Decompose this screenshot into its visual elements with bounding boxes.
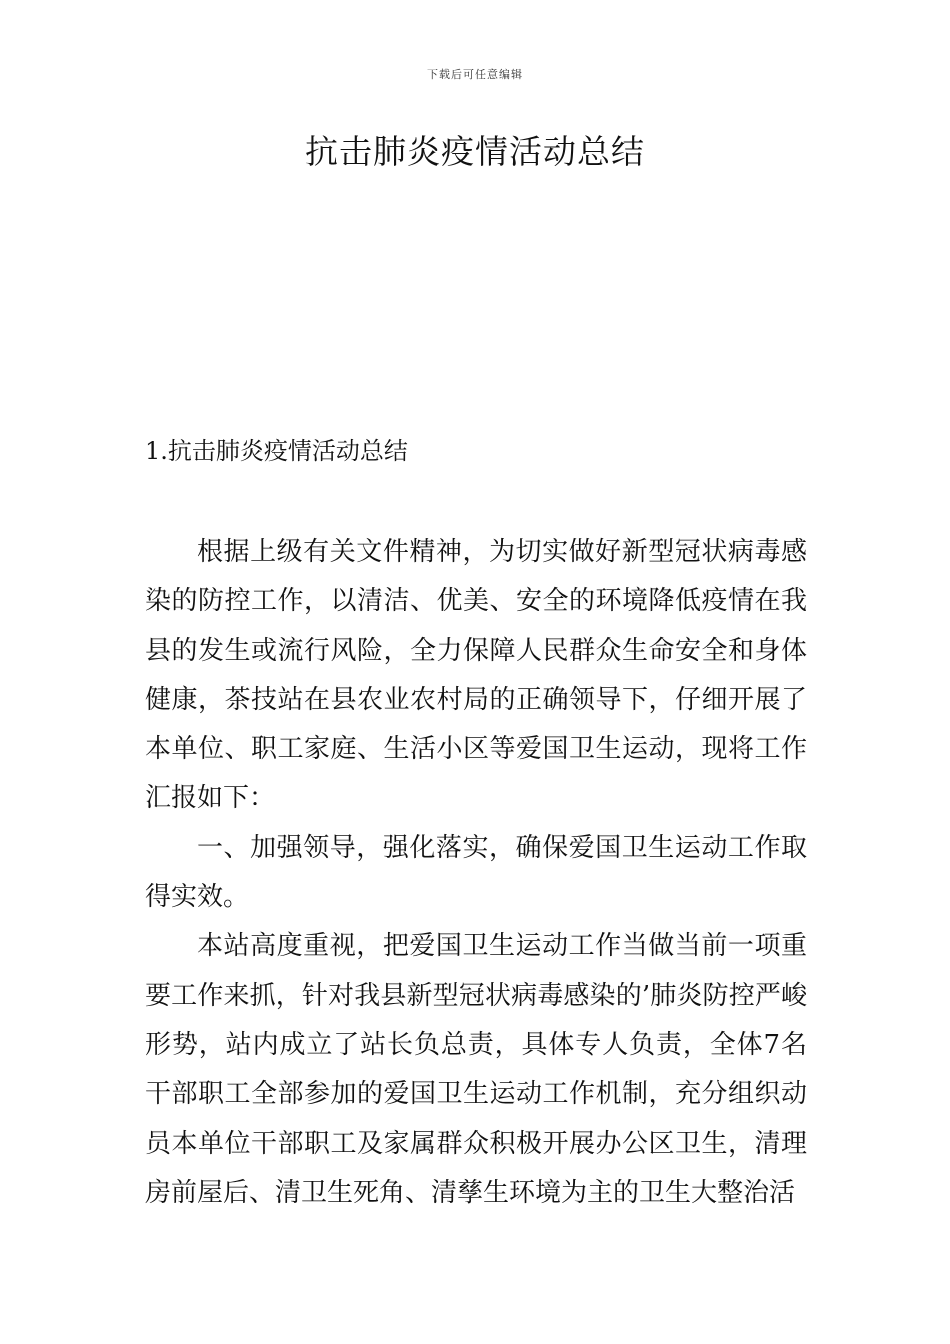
header-note: 下载后可任意编辑 — [427, 68, 523, 81]
section-heading: 1.抗击肺炎疫情活动总结 — [145, 437, 408, 465]
paragraph-intro: 根据上级有关文件精神，为切实做好新型冠状病毒感染的防控工作，以清洁、优美、安全的环境降低疫情在我县的发生或流行风险，全力保障人民群众生命安全和身体健康，茶技站在县农业农村局的正确领导下，仔细开展了本单位、职工家庭、生活小区等爱国卫生运动，现将工作汇报如下： — [145, 537, 807, 814]
document-body — [145, 528, 807, 1218]
paragraph-details: 本站高度重视，把爱国卫生运动工作当做当前一项重要工作来抓，针对我县新型冠状病毒感染的’肺炎防控严峻形势，站内成立了站长负总责，具体专人负责，全体7名干部职工全部参加的爱国卫生运动工作机制，充分组织动员本单位干部职工及家属群众积极开展办公区卫生，清理房前屋后、清卫生死角、清孳生环境为主的卫生大整治活 — [145, 931, 807, 1208]
document-title: 抗击肺炎疫情活动总结 — [305, 132, 645, 171]
paragraph-point-one: 一、加强领导，强化落实，确保爱国卫生运动工作取得实效。 — [145, 832, 807, 913]
